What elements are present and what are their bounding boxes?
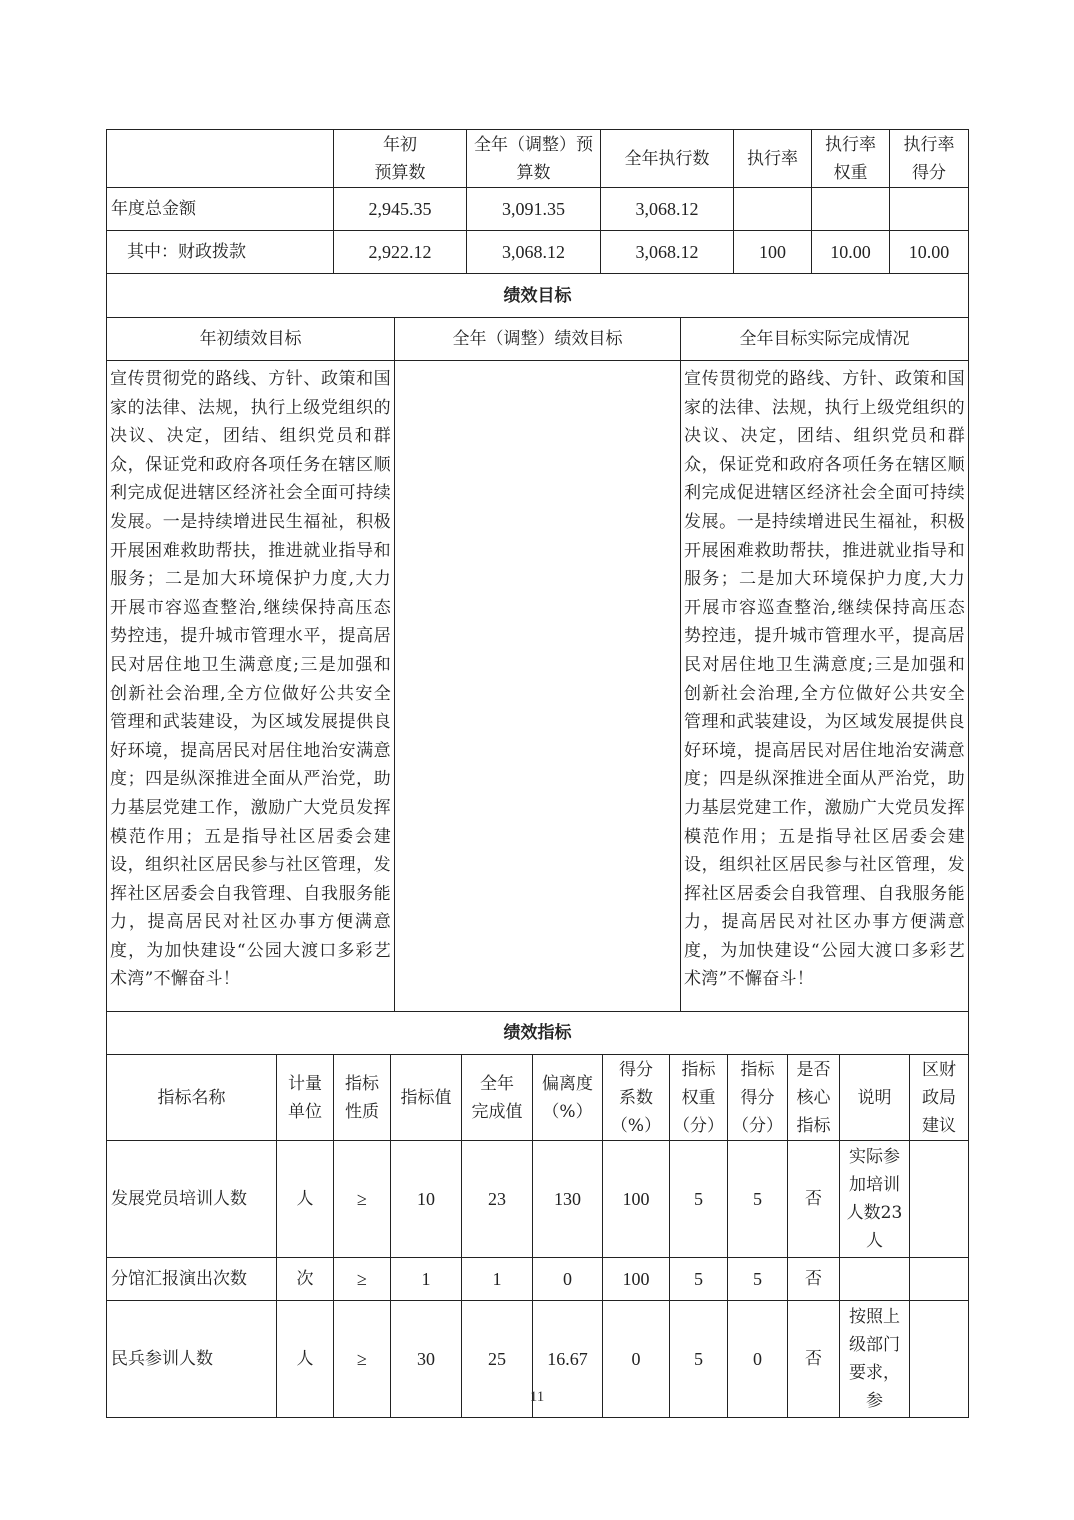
budget-rate	[734, 188, 812, 231]
ind-coef: 100	[603, 1258, 670, 1301]
ind-unit: 人	[277, 1141, 334, 1258]
budget-weight: 10.00	[812, 231, 890, 274]
ind-weight: 5	[670, 1301, 728, 1418]
goals-table	[106, 273, 969, 1012]
text: 年初 预算数	[374, 134, 426, 183]
budget-executed: 3,068.12	[601, 231, 734, 274]
ind-note	[840, 1258, 910, 1301]
ind-deviation: 16.67	[533, 1301, 603, 1418]
ind-coef: 100	[603, 1141, 670, 1258]
goals-adjusted-text	[395, 361, 681, 1012]
budget-row	[107, 231, 969, 274]
text: 执行率 得分	[903, 134, 955, 183]
budget-row	[107, 188, 969, 231]
ind-deviation: 0	[533, 1258, 603, 1301]
budget-header-score	[890, 130, 969, 188]
text: 是否 核心 指标	[796, 1059, 831, 1136]
ind-target: 1	[391, 1258, 462, 1301]
budget-adjusted: 3,091.35	[467, 188, 601, 231]
budget-table	[106, 129, 969, 274]
ind-nature: ≥	[334, 1258, 391, 1301]
budget-initial: 2,945.35	[334, 188, 467, 231]
text: 全年 完成值	[471, 1073, 523, 1122]
ind-actual: 23	[462, 1141, 533, 1258]
budget-header-blank	[107, 130, 334, 188]
budget-header-weight	[812, 130, 890, 188]
ind-note: 实际参加培训人数23人	[840, 1141, 910, 1258]
ind-note: 按照上级部门要求，参	[840, 1301, 910, 1418]
goals-header-adjusted: 全年（调整）绩效目标	[395, 318, 681, 361]
ind-header-unit	[277, 1055, 334, 1141]
ind-score: 5	[728, 1258, 788, 1301]
ind-header-core	[788, 1055, 840, 1141]
text: 指标 得分 （分）	[732, 1059, 783, 1136]
ind-header-deviation	[533, 1055, 603, 1141]
ind-header-name: 指标名称	[107, 1055, 277, 1141]
budget-executed: 3,068.12	[601, 188, 734, 231]
budget-header-adjusted	[467, 130, 601, 188]
indicators-section-title: 绩效指标	[107, 1012, 969, 1055]
ind-header-target: 指标值	[391, 1055, 462, 1141]
page-number: 11	[529, 1389, 545, 1405]
goals-initial-text: 宣传贯彻党的路线、方针、政策和国家的法律、法规，执行上级党组织的决议、决定，团结、组织党员和群众，保证党和政府各项任务在辖区顺利完成促进辖区经济社会全面可持续发展。一是持续增进民生福祉，积极开展困难救助帮扶，推进就业指导和服务；二是加大环境保护力度,大力开展市容巡查整治,继续保持高压态势控违，提升城市管理水平，提高居民对居住地卫生满意度;三是加强和创新社会治理,全方位做好公共安全管理和武装建设，为区域发展提供良好环境，提高居民对居住地治安满意度；四是纵深推进全面从严治党，助力基层党建工作，激励广大党员发挥模范作用；五是指导社区居委会建设，组织社区居民参与社区管理，发挥社区居委会自我管理、自我服务能力，提高居民对社区办事方便满意度，为加快建设“公园大渡口多彩艺术湾”不懈奋斗！	[107, 361, 395, 1012]
ind-header-actual	[462, 1055, 533, 1141]
ind-header-advice	[910, 1055, 969, 1141]
goals-section-title: 绩效目标	[107, 274, 969, 318]
ind-header-coef	[603, 1055, 670, 1141]
table-row	[107, 1258, 969, 1301]
ind-core: 否	[788, 1258, 840, 1301]
ind-advice	[910, 1258, 969, 1301]
ind-score: 0	[728, 1301, 788, 1418]
ind-actual: 25	[462, 1301, 533, 1418]
goals-header-initial: 年初绩效目标	[107, 318, 395, 361]
ind-unit: 人	[277, 1301, 334, 1418]
budget-initial: 2,922.12	[334, 231, 467, 274]
text: 区财 政局 建议	[922, 1059, 956, 1136]
text: 全年（调整）预 算数	[474, 134, 593, 183]
ind-target: 10	[391, 1141, 462, 1258]
text: 计量 单位	[288, 1073, 322, 1122]
ind-core: 否	[788, 1301, 840, 1418]
table-row	[107, 1141, 969, 1258]
text: 偏离度 （%）	[542, 1073, 593, 1122]
indicators-table	[106, 1011, 969, 1418]
ind-header-nature	[334, 1055, 391, 1141]
ind-actual: 1	[462, 1258, 533, 1301]
budget-header-rate: 执行率	[734, 130, 812, 188]
ind-header-weight	[670, 1055, 728, 1141]
ind-header-score	[728, 1055, 788, 1141]
budget-score	[890, 188, 969, 231]
ind-header-note: 说明	[840, 1055, 910, 1141]
budget-adjusted: 3,068.12	[467, 231, 601, 274]
budget-weight	[812, 188, 890, 231]
budget-score: 10.00	[890, 231, 969, 274]
ind-weight: 5	[670, 1141, 728, 1258]
text: 指标 性质	[345, 1073, 379, 1122]
ind-unit: 次	[277, 1258, 334, 1301]
budget-header-initial	[334, 130, 467, 188]
ind-name: 分馆汇报演出次数	[107, 1258, 277, 1301]
ind-coef: 0	[603, 1301, 670, 1418]
ind-core: 否	[788, 1141, 840, 1258]
ind-name: 发展党员培训人数	[107, 1141, 277, 1258]
text: 得分 系数 （%）	[610, 1059, 662, 1136]
ind-nature: ≥	[334, 1141, 391, 1258]
ind-nature: ≥	[334, 1301, 391, 1418]
text: 执行率 权重	[825, 134, 876, 183]
ind-weight: 5	[670, 1258, 728, 1301]
ind-target: 30	[391, 1301, 462, 1418]
ind-advice	[910, 1141, 969, 1258]
ind-name: 民兵参训人数	[107, 1301, 277, 1418]
ind-score: 5	[728, 1141, 788, 1258]
budget-row-label: 年度总金额	[107, 188, 334, 231]
budget-header-executed: 全年执行数	[601, 130, 734, 188]
goals-header-actual: 全年目标实际完成情况	[681, 318, 969, 361]
text: 指标 权重 （分）	[673, 1059, 724, 1136]
budget-rate: 100	[734, 231, 812, 274]
ind-deviation: 130	[533, 1141, 603, 1258]
budget-row-label: 其中：财政拨款	[107, 231, 334, 274]
goals-actual-text: 宣传贯彻党的路线、方针、政策和国家的法律、法规，执行上级党组织的决议、决定，团结、组织党员和群众，保证党和政府各项任务在辖区顺利完成促进辖区经济社会全面可持续发展。一是持续增进民生福祉，积极开展困难救助帮扶，推进就业指导和服务；二是加大环境保护力度,大力开展市容巡查整治,继续保持高压态势控违，提升城市管理水平，提高居民对居住地卫生满意度;三是加强和创新社会治理,全方位做好公共安全管理和武装建设，为区域发展提供良好环境，提高居民对居住地治安满意度；四是纵深推进全面从严治党，助力基层党建工作，激励广大党员发挥模范作用；五是指导社区居委会建设，组织社区居民参与社区管理，发挥社区居委会自我管理、自我服务能力，提高居民对社区办事方便满意度，为加快建设“公园大渡口多彩艺术湾”不懈奋斗！	[681, 361, 969, 1012]
